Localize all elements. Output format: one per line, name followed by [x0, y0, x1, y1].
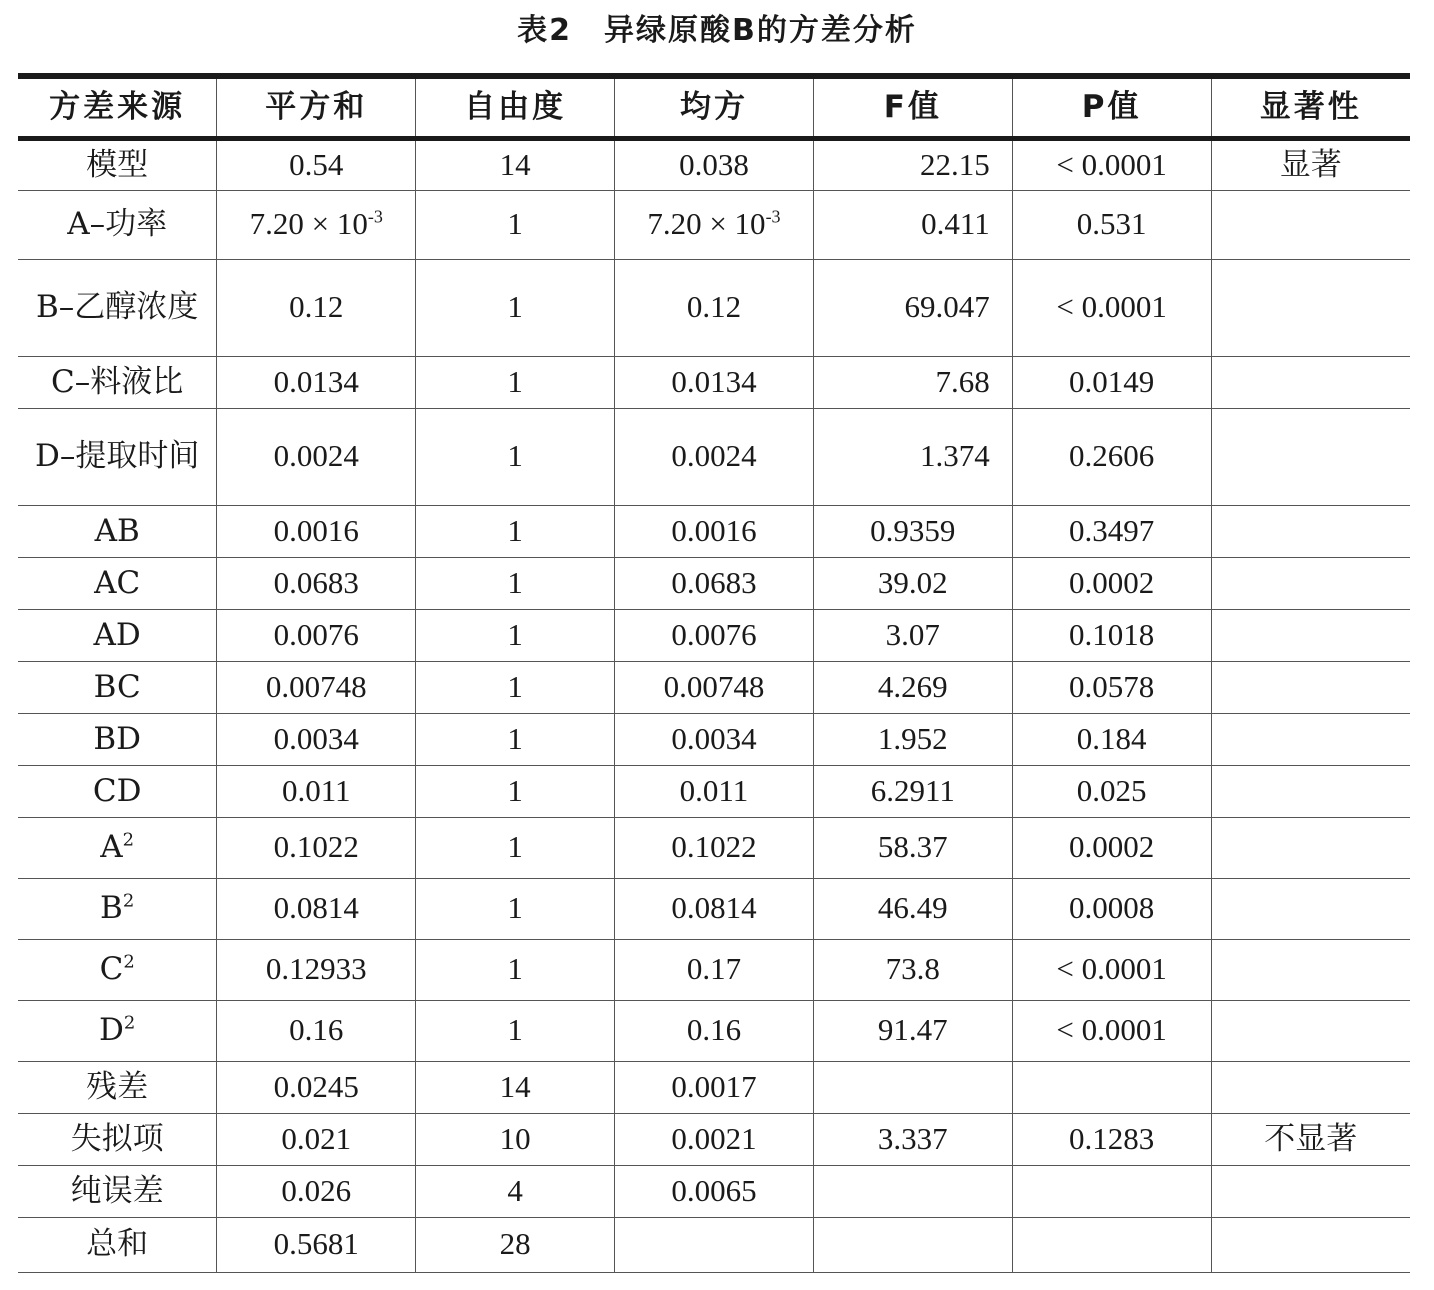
exponent: -3 — [765, 207, 781, 228]
cell-mean-square: 0.0021 — [615, 1113, 814, 1165]
table-row — [18, 356, 1410, 408]
cell-significance — [1211, 765, 1410, 817]
cell-sum-of-squares: 0.011 — [217, 765, 416, 817]
cell-f-value: 3.337 — [813, 1113, 1012, 1165]
cell-p-value: < 0.0001 — [1012, 259, 1211, 356]
cell-sum-of-squares: 0.16 — [217, 1000, 416, 1061]
cell-sum-of-squares: 0.0683 — [217, 557, 416, 609]
cell-f-value: 7.68 — [813, 356, 1012, 408]
cell-source: AD — [18, 609, 217, 661]
cell-significance — [1211, 190, 1410, 259]
header-p-value: P值 — [1012, 76, 1211, 138]
cell-f-value: 0.9359 — [813, 505, 1012, 557]
cell-p-value: < 0.0001 — [1012, 939, 1211, 1000]
exponent: 2 — [123, 1013, 136, 1035]
cell-significance: 显著 — [1211, 138, 1410, 190]
cell-mean-square: 0.0683 — [615, 557, 814, 609]
cell-sum-of-squares: 0.54 — [217, 138, 416, 190]
header-row — [18, 76, 1410, 138]
header-sum-of-squares: 平方和 — [217, 76, 416, 138]
cell-mean-square: 0.17 — [615, 939, 814, 1000]
cell-sum-of-squares: 0.0245 — [217, 1061, 416, 1113]
cell-df: 1 — [416, 190, 615, 259]
cell-df: 1 — [416, 765, 615, 817]
cell-p-value — [1012, 1217, 1211, 1272]
cell-p-value: 0.1018 — [1012, 609, 1211, 661]
cell-df: 1 — [416, 356, 615, 408]
cell-source: CD — [18, 765, 217, 817]
cell-mean-square: 0.0017 — [615, 1061, 814, 1113]
cell-significance — [1211, 661, 1410, 713]
table-row — [18, 713, 1410, 765]
cell-source: $D^2$ — [18, 1000, 217, 1061]
cell-source: 残差 — [18, 1061, 217, 1113]
cell-df: 1 — [416, 713, 615, 765]
cell-source: 纯误差 — [18, 1165, 217, 1217]
cell-mean-square: 0.0034 — [615, 713, 814, 765]
cell-f-value: 1.952 — [813, 713, 1012, 765]
table-row — [18, 1217, 1410, 1272]
cell-df: 1 — [416, 1000, 615, 1061]
table-row — [18, 505, 1410, 557]
cell-mean-square: 0.038 — [615, 138, 814, 190]
cell-f-value — [813, 1061, 1012, 1113]
cell-df: 1 — [416, 408, 615, 505]
cell-source: 失拟项 — [18, 1113, 217, 1165]
cell-p-value — [1012, 1165, 1211, 1217]
table-title: 表2 异绿原酸B的方差分析 — [517, 13, 917, 48]
cell-p-value: < 0.0001 — [1012, 138, 1211, 190]
cell-mean-square: 0.0814 — [615, 878, 814, 939]
table-row — [18, 765, 1410, 817]
cell-mean-square: 0.1022 — [615, 817, 814, 878]
cell-significance — [1211, 1061, 1410, 1113]
table-row — [18, 661, 1410, 713]
cell-mean-square: 0.0065 — [615, 1165, 814, 1217]
cell-mean-square: $7.20 \times 10^{-3}$ — [615, 190, 814, 259]
cell-significance — [1211, 1165, 1410, 1217]
cell-sum-of-squares: 0.0024 — [217, 408, 416, 505]
cell-sum-of-squares: $7.20 \times 10^{-3}$ — [217, 190, 416, 259]
cell-sum-of-squares: 0.00748 — [217, 661, 416, 713]
cell-sum-of-squares: 0.0076 — [217, 609, 416, 661]
cell-source: BD — [18, 713, 217, 765]
cell-f-value: 6.2911 — [813, 765, 1012, 817]
cell-df: 1 — [416, 939, 615, 1000]
cell-mean-square: 0.011 — [615, 765, 814, 817]
header-f-value: F值 — [813, 76, 1012, 138]
cell-source: 总和 — [18, 1217, 217, 1272]
cell-f-value: 4.269 — [813, 661, 1012, 713]
cell-sum-of-squares: 0.0814 — [217, 878, 416, 939]
cell-f-value: 69.047 — [813, 259, 1012, 356]
cell-significance — [1211, 505, 1410, 557]
cell-p-value: 0.0008 — [1012, 878, 1211, 939]
cell-significance — [1211, 557, 1410, 609]
anova-table — [18, 73, 1410, 1273]
cell-sum-of-squares: 0.12 — [217, 259, 416, 356]
cell-source: $C^2$ — [18, 939, 217, 1000]
cell-source: $A^2$ — [18, 817, 217, 878]
cell-source: C–料液比 — [18, 356, 217, 408]
cell-mean-square: 0.12 — [615, 259, 814, 356]
table-row — [18, 878, 1410, 939]
cell-significance: 不显著 — [1211, 1113, 1410, 1165]
cell-p-value: 0.3497 — [1012, 505, 1211, 557]
table-row — [18, 1113, 1410, 1165]
exponent: -3 — [367, 207, 383, 228]
cell-f-value: 91.47 — [813, 1000, 1012, 1061]
cell-df: 1 — [416, 259, 615, 356]
cell-sum-of-squares: 0.5681 — [217, 1217, 416, 1272]
table-row — [18, 1061, 1410, 1113]
cell-p-value: 0.2606 — [1012, 408, 1211, 505]
cell-mean-square: 0.0024 — [615, 408, 814, 505]
cell-significance — [1211, 878, 1410, 939]
cell-df: 1 — [416, 505, 615, 557]
cell-significance — [1211, 259, 1410, 356]
cell-significance — [1211, 356, 1410, 408]
header-degrees-of-freedom: 自由度 — [416, 76, 615, 138]
cell-f-value: 73.8 — [813, 939, 1012, 1000]
cell-f-value: 0.411 — [813, 190, 1012, 259]
cell-f-value: 22.15 — [813, 138, 1012, 190]
table-row — [18, 1000, 1410, 1061]
cell-source: AB — [18, 505, 217, 557]
cell-sum-of-squares: 0.0016 — [217, 505, 416, 557]
table-row — [18, 190, 1410, 259]
cell-significance — [1211, 817, 1410, 878]
cell-f-value — [813, 1217, 1012, 1272]
cell-significance — [1211, 1000, 1410, 1061]
cell-f-value: 46.49 — [813, 878, 1012, 939]
exponent: 2 — [123, 952, 135, 974]
cell-p-value: 0.025 — [1012, 765, 1211, 817]
cell-f-value: 58.37 — [813, 817, 1012, 878]
cell-sum-of-squares: 0.1022 — [217, 817, 416, 878]
cell-p-value: 0.0002 — [1012, 557, 1211, 609]
cell-f-value: 39.02 — [813, 557, 1012, 609]
cell-df: 1 — [416, 557, 615, 609]
cell-df: 1 — [416, 817, 615, 878]
table-row — [18, 259, 1410, 356]
cell-df: 4 — [416, 1165, 615, 1217]
cell-mean-square: 0.0076 — [615, 609, 814, 661]
cell-significance — [1211, 1217, 1410, 1272]
cell-p-value: 0.0149 — [1012, 356, 1211, 408]
cell-p-value: 0.0002 — [1012, 817, 1211, 878]
cell-mean-square: 0.00748 — [615, 661, 814, 713]
cell-df: 14 — [416, 1061, 615, 1113]
cell-sum-of-squares: 0.021 — [217, 1113, 416, 1165]
cell-df: 14 — [416, 138, 615, 190]
cell-source: D–提取时间 — [18, 408, 217, 505]
cell-p-value: 0.184 — [1012, 713, 1211, 765]
cell-source: 模型 — [18, 138, 217, 190]
header-significance: 显著性 — [1211, 76, 1410, 138]
cell-mean-square: 0.0016 — [615, 505, 814, 557]
cell-f-value — [813, 1165, 1012, 1217]
cell-mean-square — [615, 1217, 814, 1272]
cell-df: 1 — [416, 609, 615, 661]
table-row — [18, 408, 1410, 505]
cell-significance — [1211, 713, 1410, 765]
cell-mean-square: 0.0134 — [615, 356, 814, 408]
cell-df: 1 — [416, 878, 615, 939]
cell-sum-of-squares: 0.0134 — [217, 356, 416, 408]
cell-p-value: < 0.0001 — [1012, 1000, 1211, 1061]
table-row — [18, 138, 1410, 190]
cell-source: A–功率 — [18, 190, 217, 259]
table-row — [18, 939, 1410, 1000]
table-row — [18, 609, 1410, 661]
cell-mean-square: 0.16 — [615, 1000, 814, 1061]
cell-sum-of-squares: 0.12933 — [217, 939, 416, 1000]
table-row — [18, 557, 1410, 609]
cell-p-value: 0.0578 — [1012, 661, 1211, 713]
cell-f-value: 3.07 — [813, 609, 1012, 661]
exponent: 2 — [122, 830, 135, 852]
cell-p-value — [1012, 1061, 1211, 1113]
exponent: 2 — [122, 891, 135, 913]
cell-source: AC — [18, 557, 217, 609]
cell-significance — [1211, 408, 1410, 505]
header-source: 方差来源 — [18, 76, 217, 138]
cell-sum-of-squares: 0.026 — [217, 1165, 416, 1217]
cell-df: 1 — [416, 661, 615, 713]
cell-source: B–乙醇浓度 — [18, 259, 217, 356]
cell-df: 10 — [416, 1113, 615, 1165]
cell-significance — [1211, 939, 1410, 1000]
header-mean-square: 均方 — [615, 76, 814, 138]
table-row — [18, 817, 1410, 878]
cell-p-value: 0.531 — [1012, 190, 1211, 259]
cell-source: $B^2$ — [18, 878, 217, 939]
table-row — [18, 1165, 1410, 1217]
cell-p-value: 0.1283 — [1012, 1113, 1211, 1165]
cell-source: BC — [18, 661, 217, 713]
cell-sum-of-squares: 0.0034 — [217, 713, 416, 765]
cell-f-value: 1.374 — [813, 408, 1012, 505]
cell-df: 28 — [416, 1217, 615, 1272]
cell-significance — [1211, 609, 1410, 661]
